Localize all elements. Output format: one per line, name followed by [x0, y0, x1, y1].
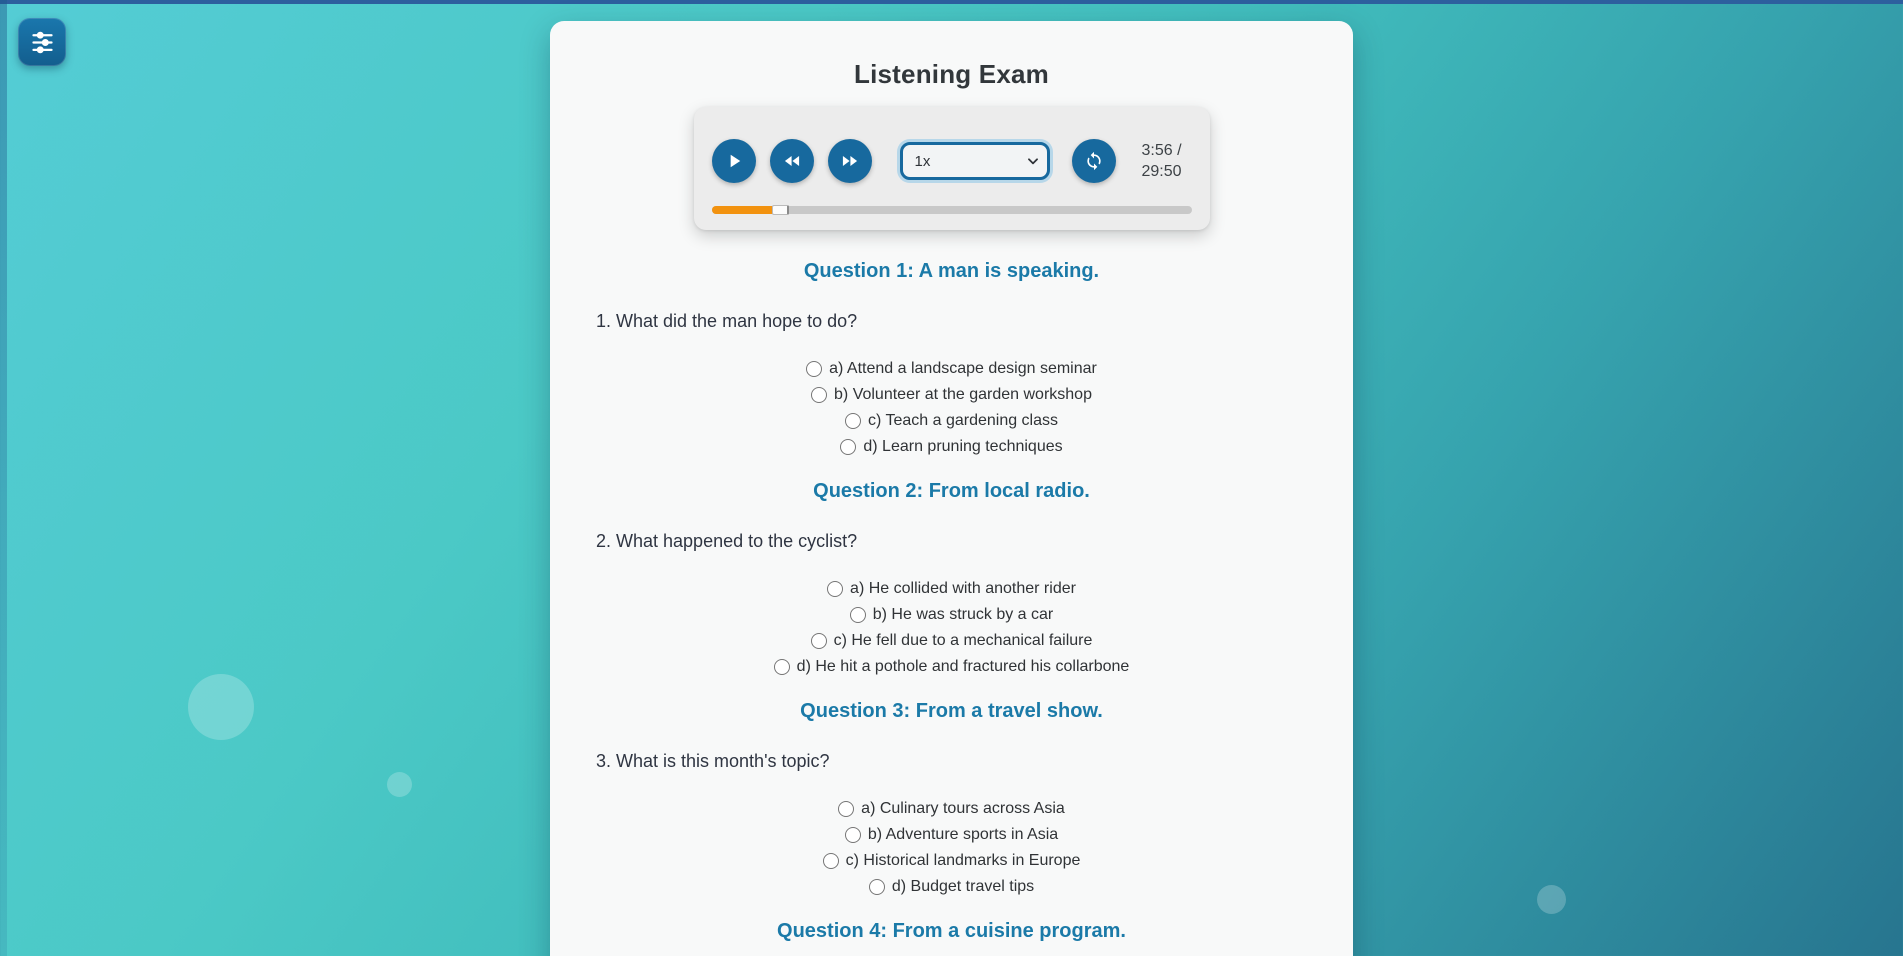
- answer-option[interactable]: [574, 434, 1329, 460]
- answer-radio[interactable]: [838, 801, 854, 817]
- answer-label: c) Teach a gardening class: [867, 412, 1059, 429]
- answer-label: a) Attend a landscape design seminar: [829, 360, 1097, 377]
- answer-option[interactable]: [574, 848, 1329, 874]
- answer-radio[interactable]: [774, 659, 790, 675]
- answer-radio[interactable]: [823, 853, 839, 869]
- top-edge-strip: [0, 0, 1903, 4]
- answer-option[interactable]: [574, 602, 1329, 628]
- question-prompt: 3. What is this month's topic?: [596, 751, 830, 771]
- sync-icon: [1084, 151, 1104, 171]
- question-heading: Question 3: From a travel show.: [800, 700, 1103, 722]
- answer-radio[interactable]: [845, 827, 861, 843]
- answer-label: c) He fell due to a mechanical failure: [833, 632, 1093, 649]
- answer-label: d) Budget travel tips: [891, 878, 1035, 895]
- question-heading: Question 4: From a cuisine program.: [777, 920, 1126, 942]
- page-title: Listening Exam: [854, 59, 1049, 89]
- progress-slider[interactable]: [712, 206, 1192, 214]
- question-heading: Question 1: A man is speaking.: [803, 260, 1100, 282]
- answer-radio[interactable]: [850, 607, 866, 623]
- answer-label: b) Volunteer at the garden workshop: [834, 386, 1092, 403]
- answer-radio[interactable]: [806, 361, 822, 377]
- speed-select[interactable]: [900, 142, 1050, 180]
- fast-forward-icon: [840, 151, 860, 171]
- answer-radio[interactable]: [811, 633, 827, 649]
- progress-fill: [712, 206, 774, 214]
- answer-radio[interactable]: [827, 581, 843, 597]
- answer-label: b) Adventure sports in Asia: [867, 826, 1059, 843]
- question-prompt: 2. What happened to the cyclist?: [596, 531, 858, 551]
- background-bubble: [188, 674, 254, 740]
- options-group: [574, 796, 1329, 900]
- answer-option[interactable]: [574, 628, 1329, 654]
- answer-option[interactable]: [574, 382, 1329, 408]
- play-button[interactable]: [712, 139, 756, 183]
- options-group: [574, 356, 1329, 460]
- answer-radio[interactable]: [869, 879, 885, 895]
- answer-label: a) Culinary tours across Asia: [861, 800, 1065, 817]
- question-prompt: 1. What did the man hope to do?: [596, 311, 858, 331]
- answer-label: d) Learn pruning techniques: [863, 438, 1063, 455]
- answer-option[interactable]: [574, 576, 1329, 602]
- answer-option[interactable]: [574, 874, 1329, 900]
- answer-label: b) He was struck by a car: [872, 606, 1054, 623]
- background-bubble: [387, 772, 412, 797]
- play-icon: [724, 151, 744, 171]
- answer-label: a) He collided with another rider: [850, 580, 1076, 597]
- rewind-button[interactable]: [770, 139, 814, 183]
- left-edge-shade: [0, 0, 7, 956]
- options-group: [574, 576, 1329, 680]
- question-section-1: [574, 258, 1329, 460]
- forward-button[interactable]: [828, 139, 872, 183]
- question-heading: Question 2: From local radio.: [813, 480, 1090, 502]
- answer-radio[interactable]: [811, 387, 827, 403]
- progress-thumb[interactable]: [772, 205, 789, 215]
- question-section-4: [574, 918, 1329, 944]
- answer-option[interactable]: [574, 796, 1329, 822]
- answer-option[interactable]: [574, 822, 1329, 848]
- exam-card: [550, 21, 1353, 956]
- rewind-icon: [782, 151, 802, 171]
- answer-option[interactable]: [574, 408, 1329, 434]
- answer-radio[interactable]: [845, 413, 861, 429]
- settings-button[interactable]: [18, 18, 66, 66]
- answer-option[interactable]: [574, 356, 1329, 382]
- background-bubble: [1537, 885, 1566, 914]
- time-display: 3:56 / 29:50: [1141, 142, 1182, 180]
- answer-radio[interactable]: [840, 439, 856, 455]
- repeat-button[interactable]: [1072, 139, 1116, 183]
- answer-label: d) He hit a pothole and fractured his collarbone: [796, 658, 1130, 675]
- answer-option[interactable]: [574, 654, 1329, 680]
- answer-label: c) Historical landmarks in Europe: [845, 852, 1081, 869]
- sliders-icon: [29, 29, 56, 56]
- question-section-2: [574, 478, 1329, 680]
- player-controls: [712, 139, 1192, 183]
- question-section-3: [574, 698, 1329, 900]
- audio-player: [694, 107, 1210, 230]
